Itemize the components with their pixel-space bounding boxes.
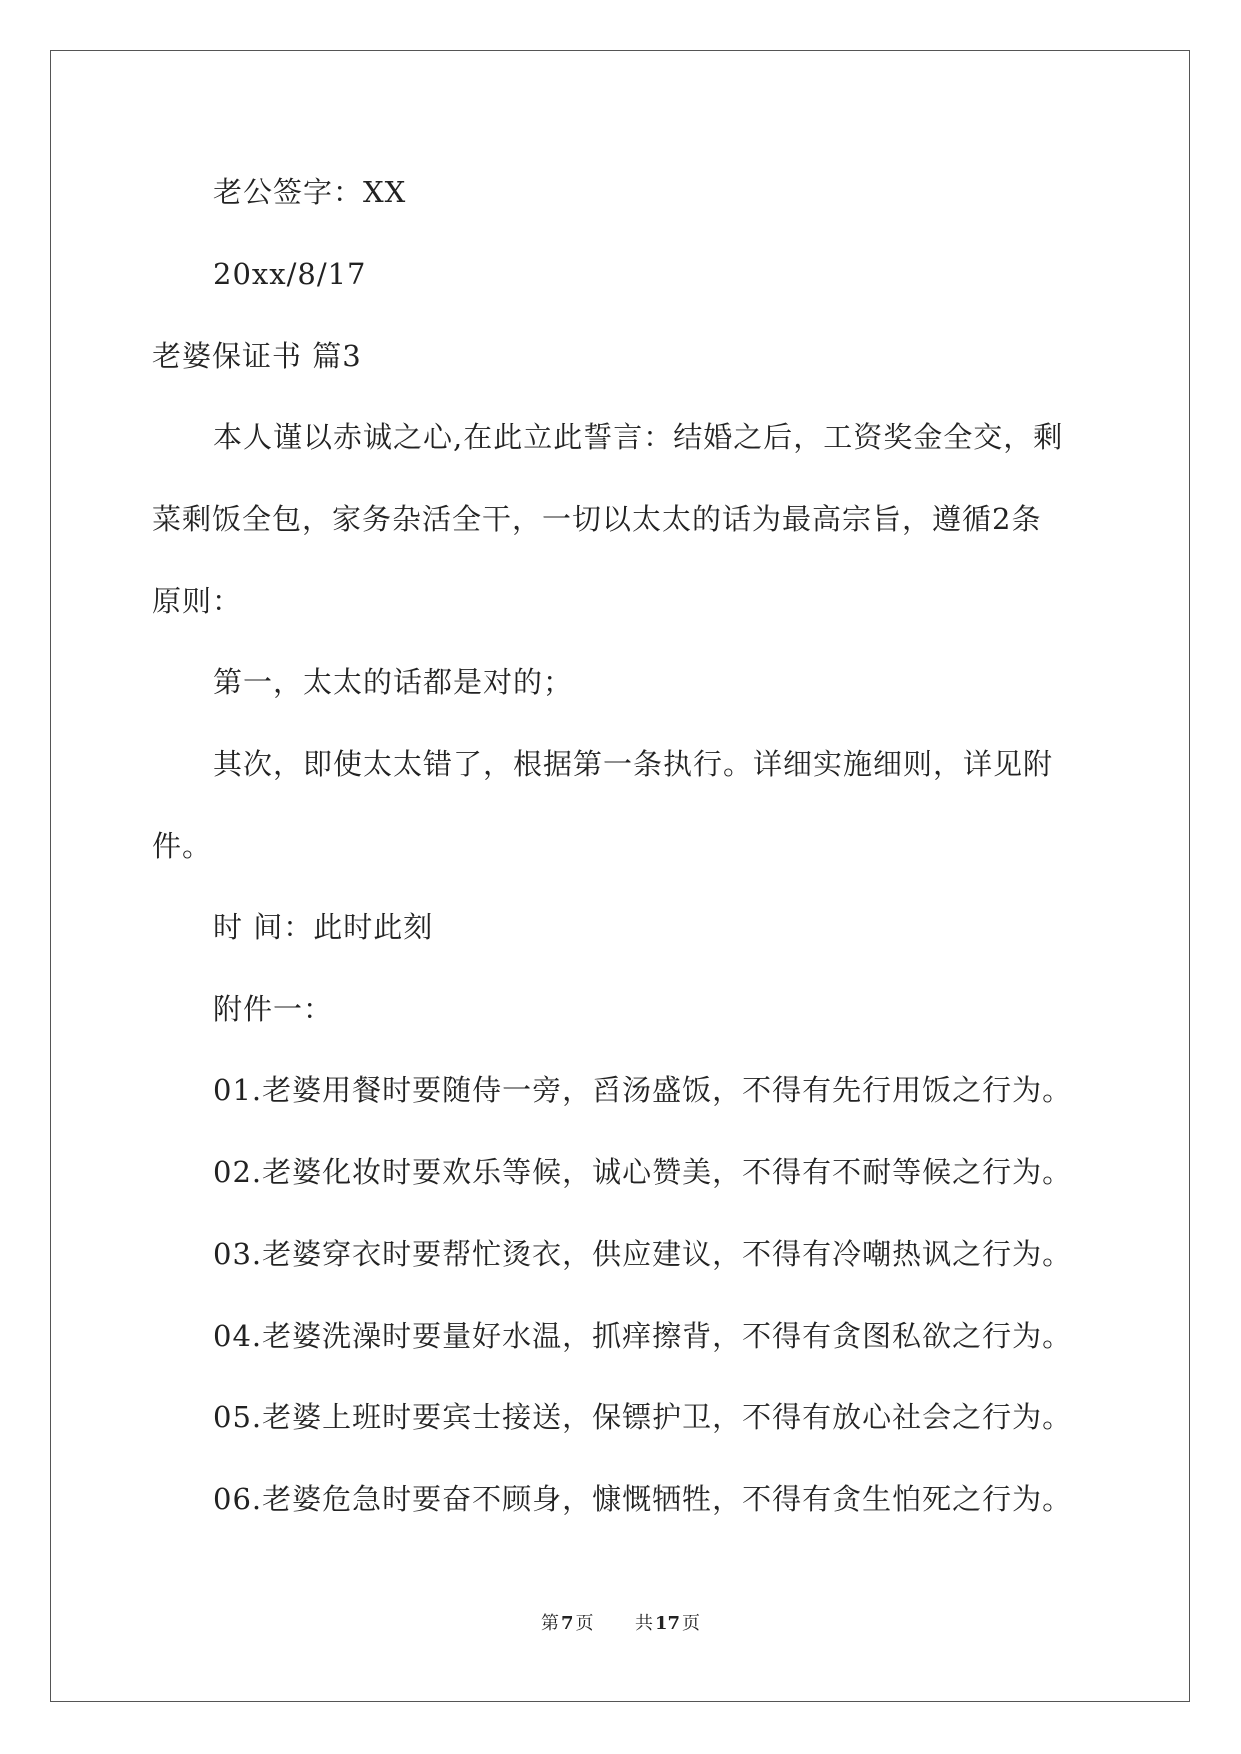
paragraph-line: 本人谨以赤诚之心,在此立此誓言：结婚之后，工资奖金全交，剩 — [213, 420, 1064, 454]
page-footer — [0, 1612, 1241, 1636]
total-prefix: 共 — [634, 1613, 653, 1634]
page-number: 7 — [560, 1613, 574, 1634]
paragraph-line: 菜剩饭全包，家务杂活全干，一切以太太的话为最高宗旨，遵循2条 — [152, 502, 1042, 536]
section-heading: 老婆保证书 篇3 — [152, 339, 362, 373]
date-line: 20xx/8/17 — [213, 257, 367, 291]
paragraph-line: 其次，即使太太错了，根据第一条执行。详细实施细则，详见附 — [213, 747, 1054, 781]
list-item: 03.老婆穿衣时要帮忙烫衣，供应建议，不得有冷嘲热讽之行为。 — [213, 1237, 1073, 1271]
list-item: 04.老婆洗澡时要量好水温，抓痒擦背，不得有贪图私欲之行为。 — [213, 1319, 1073, 1353]
page-prefix: 第 — [540, 1613, 559, 1634]
husband-signature-line: 老公签字：XX — [213, 175, 407, 209]
paragraph-line: 件。 — [152, 829, 213, 863]
attachment-heading: 附件一： — [213, 992, 334, 1026]
list-item: 06.老婆危急时要奋不顾身，慷慨牺牲，不得有贪生怕死之行为。 — [213, 1482, 1073, 1516]
list-item: 05.老婆上班时要宾士接送，保镖护卫，不得有放心社会之行为。 — [213, 1400, 1073, 1434]
list-item: 01.老婆用餐时要随侍一旁，舀汤盛饭，不得有先行用饭之行为。 — [213, 1073, 1073, 1107]
page-border — [50, 50, 1190, 1702]
list-item: 02.老婆化妆时要欢乐等候，诚心赞美，不得有不耐等候之行为。 — [213, 1155, 1073, 1189]
time-line: 时 间：此时此刻 — [213, 910, 434, 944]
total-pages: 17 — [654, 1613, 681, 1634]
total-suffix: 页 — [682, 1613, 701, 1634]
paragraph-line: 第一，太太的话都是对的； — [213, 665, 574, 699]
paragraph-line: 原则： — [152, 584, 243, 618]
page-suffix: 页 — [575, 1613, 594, 1634]
